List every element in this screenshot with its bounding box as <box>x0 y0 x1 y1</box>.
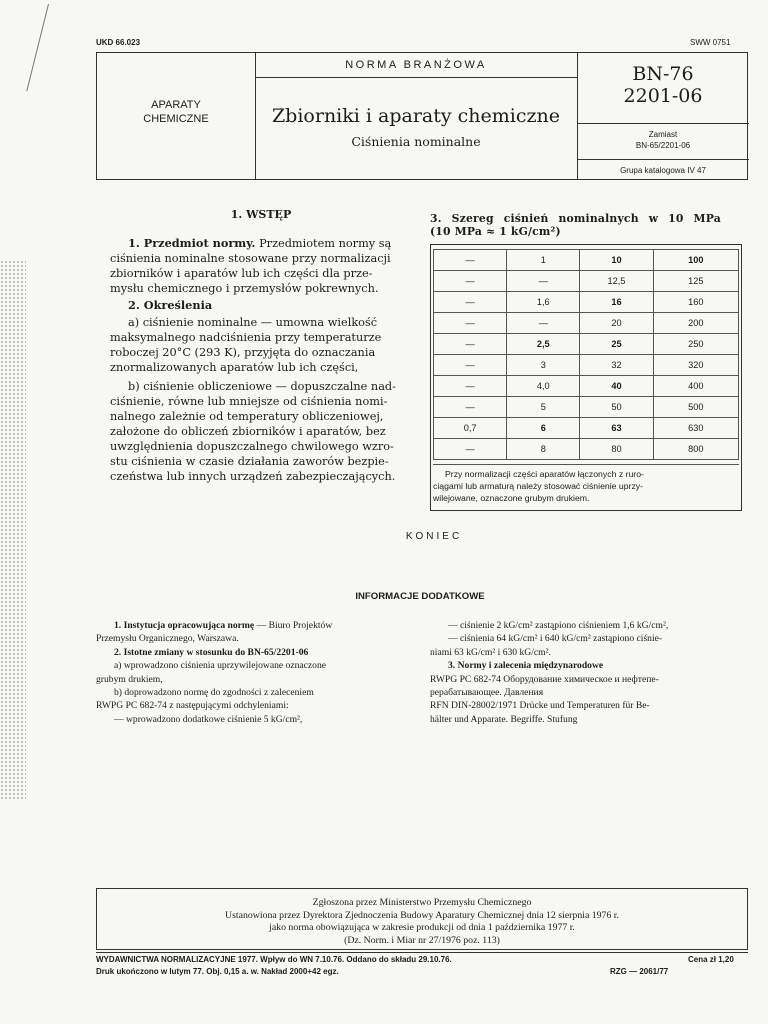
info-title: INFORMACJE DODATKOWE <box>355 591 485 602</box>
series-title-line-1: 3. Szereg ciśnień nominalnych w 10 MPa <box>430 212 721 225</box>
table-cell: 0,7 <box>434 418 507 439</box>
info-line <box>96 619 414 632</box>
header-box <box>96 52 748 180</box>
table-cell: — <box>434 271 507 292</box>
replaces-code: BN-65/2201-06 <box>635 141 691 150</box>
table-row <box>434 355 739 376</box>
subject-line-4: mysłu chemicznego i przemysłów pokrewnych. <box>110 282 379 295</box>
table-cell: — <box>434 439 507 460</box>
definition-b-line-2: ciśnienie, równe lub mniejsze od ciśnienia nomi- <box>110 395 388 408</box>
table-cell: 5 <box>507 397 580 418</box>
table-cell: 500 <box>653 397 738 418</box>
info-line: a) wprowadzono ciśnienia uprzywilejowane oznaczone <box>114 660 327 672</box>
table-cell: 250 <box>653 334 738 355</box>
table-cell: 160 <box>653 292 738 313</box>
info-line: — ciśnienia 64 kG/cm² i 640 kG/cm² zastąpiono ciśnie- <box>448 633 663 645</box>
catalog-group: Grupa katalogowa IV 47 <box>620 166 706 175</box>
definition-b-line-1: b) ciśnienie obliczeniowe — dopuszczalne nad- <box>128 380 396 393</box>
info-line: RWPG PC 682-74 z następującymi odchyleniami: <box>96 700 289 712</box>
info-line-bold: 1. Instytucja opracowująca normę <box>114 620 255 631</box>
table-cell: 25 <box>580 334 653 355</box>
end-marker: KONIEC <box>405 531 463 542</box>
info-line: 2. Istotne zmiany w stosunku do BN-65/2201-06 <box>114 646 309 658</box>
section-introduction <box>110 208 412 484</box>
definition-b-line-3: nalnego zależnie od temperatury obliczeniowej, <box>110 410 384 423</box>
table-cell: — <box>434 355 507 376</box>
series-title-line-2: (10 MPa ≈ 1 kG/cm²) <box>430 225 561 238</box>
table-row <box>434 250 739 271</box>
table-cell: 400 <box>653 376 738 397</box>
footer-legal-box <box>96 888 748 950</box>
definition-b-line-4: założone do obliczeń zbiorników i aparatów, bez <box>110 425 386 438</box>
table-cell: 1 <box>507 250 580 271</box>
definition-b-line-5: uwzględnienia dopuszczalnego chwilowego wzro- <box>110 440 394 453</box>
domain-line-1: APARATY <box>151 99 201 111</box>
table-cell: — <box>434 292 507 313</box>
table-cell: 20 <box>580 313 653 334</box>
table-cell: 40 <box>580 376 653 397</box>
document-subtitle: Ciśnienia nominalne <box>351 134 481 149</box>
info-line: niami 63 kG/cm² i 630 kG/cm². <box>430 646 551 658</box>
norm-code-line-1: BN-76 <box>632 63 694 85</box>
info-line: 3. Normy i zalecenia międzynarodowe <box>448 660 604 672</box>
header-domain <box>97 98 255 126</box>
table-row <box>434 271 739 292</box>
info-line: рерабатывающее. Давления <box>430 687 544 699</box>
norm-code-line-2: 2201-06 <box>623 85 703 107</box>
series-note <box>433 464 739 504</box>
subject-heading: 1. Przedmiot normy. <box>128 236 256 250</box>
definition-a-line-2: maksymalnego nadciśnienia przy temperaturze <box>110 331 382 344</box>
table-cell: 800 <box>653 439 738 460</box>
table-cell: 12,5 <box>580 271 653 292</box>
table-cell: 1,6 <box>507 292 580 313</box>
table-cell: — <box>434 397 507 418</box>
subject-line-3: zbiorników i aparatów lub ich części dla prze- <box>110 267 373 280</box>
footer-line-3: jako norma obowiązująca w zakresie produkcji od dnia 1 października 1977 r. <box>269 922 575 933</box>
table-row <box>434 376 739 397</box>
table-cell: 10 <box>580 250 653 271</box>
series-title <box>430 212 748 238</box>
sww-code: SWW 0751 <box>690 38 731 47</box>
subject-line-2: ciśnienia nominalne stosowane przy normalizacji <box>110 252 391 265</box>
paragraph-subject <box>110 236 412 296</box>
table-cell: 630 <box>653 418 738 439</box>
replaces-label: Zamiast <box>648 130 678 139</box>
table-cell: 6 <box>507 418 580 439</box>
table-row <box>434 439 739 460</box>
table-cell: 8 <box>507 439 580 460</box>
info-line: grubym drukiem, <box>96 673 163 685</box>
definition-a-line-3: roboczej 20°C (293 K), przyjęta do oznaczania <box>110 346 376 359</box>
table-cell: 125 <box>653 271 738 292</box>
table-cell: — <box>507 271 580 292</box>
info-line: RWPG PC 682-74 Оборудование химическое и нефтепе- <box>430 673 659 685</box>
price: Cena zł 1,20 <box>688 955 734 964</box>
table-cell: 320 <box>653 355 738 376</box>
series-table-frame <box>430 244 742 511</box>
header-norm-line <box>255 77 577 78</box>
note-line-1: Przy normalizacji części aparatów łączonych z ruro- <box>445 469 644 479</box>
scan-margin-texture <box>0 260 26 800</box>
definition-b-line-7: czeństwa lub innych urządzeń zabezpieczających. <box>110 470 396 483</box>
table-cell: — <box>434 376 507 397</box>
table-cell: 80 <box>580 439 653 460</box>
table-cell: 50 <box>580 397 653 418</box>
table-cell: 32 <box>580 355 653 376</box>
header-catalog-line <box>577 159 749 160</box>
section-1-title: 1. WSTĘP <box>230 208 292 221</box>
info-line-rest: — Biuro Projektów <box>254 620 333 631</box>
note-line-2: ciągami lub armaturą należy stosować ciśnienie uprzy- <box>433 481 644 491</box>
table-cell: — <box>434 250 507 271</box>
table-row <box>434 418 739 439</box>
note-line-3: wilejowane, oznaczone grubym drukiem. <box>433 493 590 503</box>
footer-line-2: Ustanowiona przez Dyrektora Zjednoczenia Budowy Aparatury Chemicznej dnia 12 sierpnia 1976 r. <box>225 909 619 921</box>
rzg-code: RZG — 2061/77 <box>610 967 669 976</box>
norm-type: NORMA BRANŻOWA <box>345 59 487 71</box>
table-cell: — <box>434 313 507 334</box>
document-title: Zbiorniki i aparaty chemiczne <box>271 105 560 127</box>
info-line: — wprowadzono dodatkowe ciśnienie 5 kG/cm², <box>114 713 303 725</box>
table-cell: 2,5 <box>507 334 580 355</box>
print-divider <box>96 952 748 953</box>
table-cell: 16 <box>580 292 653 313</box>
info-line: Przemysłu Organicznego, Warszawa. <box>96 633 239 645</box>
print-info-2: Druk ukończono w lutym 77. Obj. 0,15 a. w. Nakład 2000+42 egz. <box>96 967 339 976</box>
norm-code <box>577 63 749 107</box>
scan-stroke-left <box>26 4 49 92</box>
table-cell: 63 <box>580 418 653 439</box>
series-table <box>433 249 739 460</box>
table-cell: — <box>434 334 507 355</box>
info-line: RFN DIN-28002/1971 Drücke und Temperaturen für Be- <box>430 700 650 712</box>
footer-line-4: (Dz. Norm. i Miar nr 27/1976 poz. 113) <box>344 934 500 946</box>
definition-b-line-6: stu ciśnienia w czasie działania zaworów bezpie- <box>110 455 389 468</box>
header-code-line <box>577 123 749 124</box>
udk-code: UKD 66.023 <box>96 38 141 47</box>
table-cell: 4,0 <box>507 376 580 397</box>
definitions-heading: 2. Określenia <box>128 298 213 312</box>
subject-line-1: Przedmiotem normy są <box>259 237 392 250</box>
table-row <box>434 313 739 334</box>
replaces-info <box>577 129 749 151</box>
info-left-column <box>96 619 414 726</box>
table-cell: 3 <box>507 355 580 376</box>
definition-a-line-4: znormalizowanych aparatów lub ich części, <box>110 361 359 374</box>
info-line: — ciśnienie 2 kG/cm² zastąpiono ciśnieniem 1,6 kG/cm², <box>448 620 669 631</box>
print-info-1: WYDAWNICTWA NORMALIZACYJNE 1977. Wpływ do WN 7.10.76. Oddano do składu 29.10.76. <box>96 955 452 964</box>
table-cell: 200 <box>653 313 738 334</box>
info-line: b) doprowadzono normę do zgodności z zaleceniem <box>114 687 314 699</box>
info-line: hälter und Apparate. Begriffe. Stufung <box>430 713 578 725</box>
section-nominal-series <box>430 212 748 511</box>
table-row <box>434 292 739 313</box>
table-cell: — <box>507 313 580 334</box>
domain-line-2: CHEMICZNE <box>143 113 209 125</box>
definition-a-line-1: a) ciśnienie nominalne — umowna wielkość <box>128 316 378 329</box>
table-cell: 100 <box>653 250 738 271</box>
info-right-column <box>430 619 748 726</box>
paragraph-definitions <box>110 298 412 484</box>
footer-line-1: Zgłoszona przez Ministerstwo Przemysłu Chemicznego <box>312 897 532 908</box>
table-row <box>434 334 739 355</box>
table-row <box>434 397 739 418</box>
